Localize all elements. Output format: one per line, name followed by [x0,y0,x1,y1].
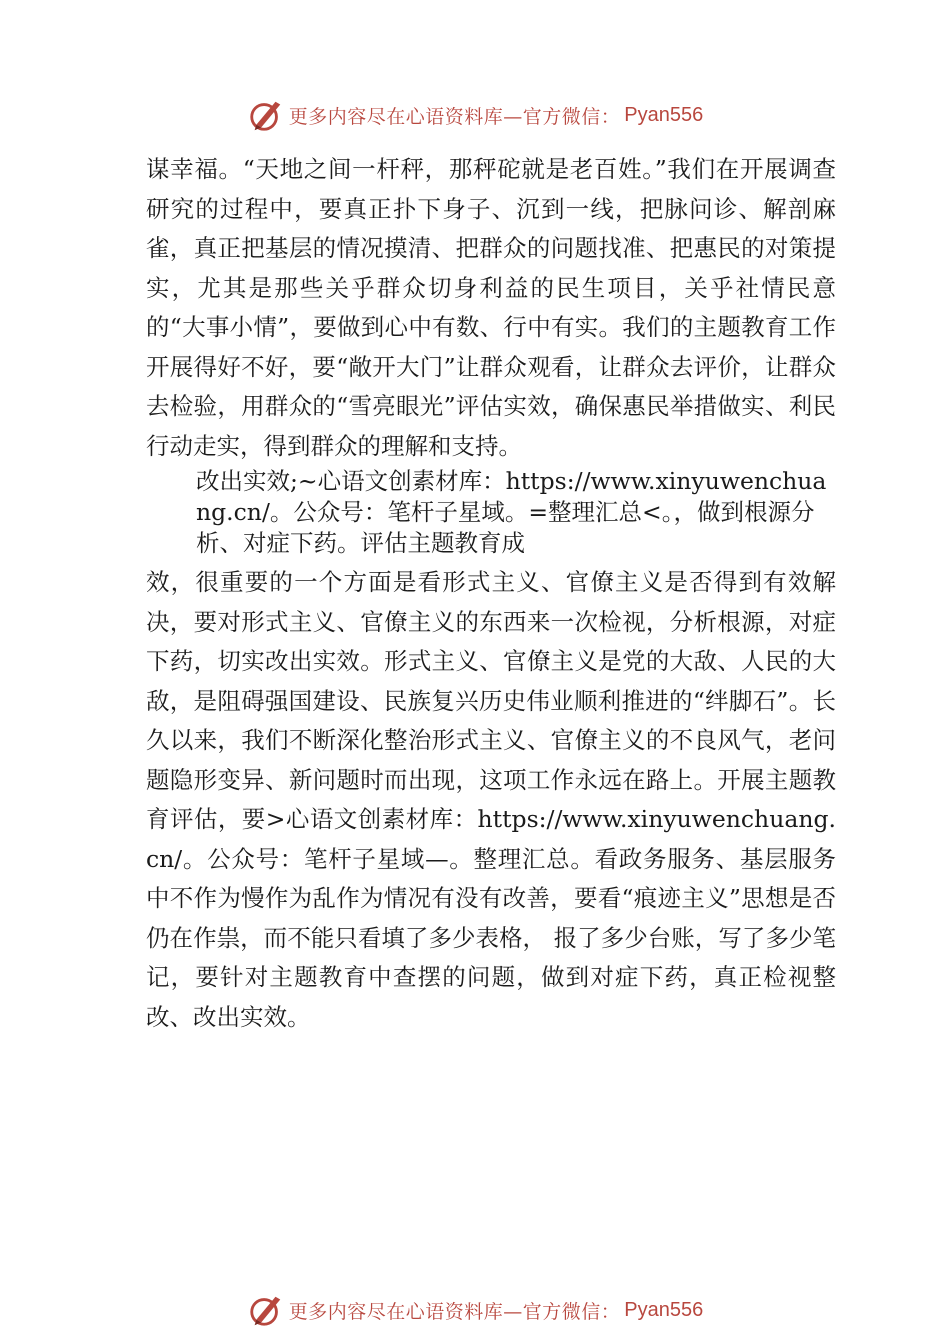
header-wechat-id: Pyan556 [624,103,704,126]
pen-logo-icon [247,1291,285,1329]
paragraph-1: 谋幸福。“天地之间一杆秤，那秤砣就是老百姓。”我们在开展调查研究的过程中，要真正扑下身子、沉到一线，把脉问诊、解剖麻雀，真正把基层的情况摸清、把群众的问题找准、把惠民的对策提实，尤其是那些关乎群众切身利益的民生项目，关乎社情民意的“大事小情”，要做到心中有数、行中有实。我们的主题教育工作开展得好不好，要“敞开大门”让群众观看，让群众去评价，让群众去检验，用群众的“雪亮眼光”评估实效，确保惠民举措做实、利民行动走实，得到群众的理解和支持。 [146,155,836,460]
paragraph-3: 效，很重要的一个方面是看形式主义、官僚主义是否得到有效解决，要对形式主义、官僚主义的东西来一次检视，分析根源，对症下药，切实改出实效。形式主义、官僚主义是党的大敌、人民的大敌，是阻碍强国建设、民族复兴历史伟业顺利推进的“绊脚石”。长久以来，我们不断深化整治形式主义、官僚主义的不良风气，老问题隐形变异、新问题时而出现，这项工作永远在路上。开展主题教育评估，要>心语文创素材库：https://www.xinyuwenchuang.cn/。公众号：笔杆子星域—。整理汇总。看政务服务、基层服务中不作为慢作为乱作为情况有没有改善，要看“痕迹主义”思想是否仍在作祟，而不能只看填了多少表格， 报了多少台账，写了多少笔记，要针对主题教育中查摆的问题，做到对症下药，真正检视整改、改出实效。 [146,568,836,1031]
pen-logo-icon [247,96,285,134]
footer-banner-text: 更多内容尽在心语资料库—官方微信： [288,1300,621,1323]
header-banner-text: 更多内容尽在心语资料库—官方微信： [288,105,621,128]
header-banner [0,95,950,135]
footer-banner [0,1290,950,1330]
document-body [146,150,836,1037]
footer-wechat-id: Pyan556 [624,1298,704,1321]
paragraph-2: 改出实效;~心语文创素材库：https://www.xinyuwenchuang.cn/。公众号：笔杆子星域。=整理汇总<。，做到根源分析、对症下药。评估主题教育成 [196,467,827,557]
